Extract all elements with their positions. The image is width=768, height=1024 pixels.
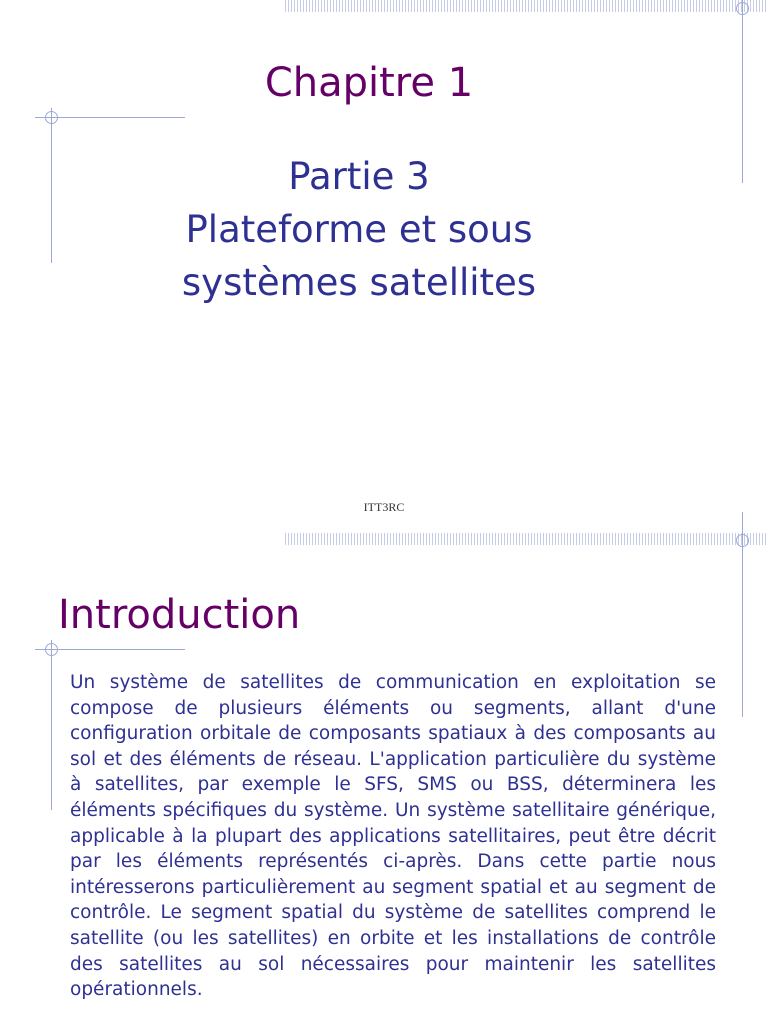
corner-circle-ornament bbox=[45, 111, 58, 124]
chapter-title: Chapitre 1 bbox=[264, 60, 474, 106]
header-stripes bbox=[285, 533, 768, 545]
corner-vertical-line bbox=[51, 640, 52, 810]
header-stripes bbox=[285, 0, 768, 12]
corner-circle-ornament bbox=[45, 643, 58, 656]
slide-title: Introduction bbox=[58, 592, 301, 638]
subtitle-line: Partie 3 bbox=[288, 155, 430, 198]
top-right-circle-ornament bbox=[736, 534, 749, 547]
top-right-circle-ornament bbox=[736, 2, 749, 15]
right-border-line bbox=[742, 0, 743, 183]
slide-footer: ITT3RC bbox=[363, 500, 405, 512]
subtitle-block bbox=[0, 150, 718, 309]
slide-introduction bbox=[0, 512, 768, 1024]
subtitle-line: systèmes satellites bbox=[181, 261, 537, 304]
subtitle-line: Plateforme et sous bbox=[185, 208, 533, 251]
body-paragraph: Un système de satellites de communication en exploitation se compose de plusieurs éléments ou segments, allant d'une configuration orbitale de composants spatiaux à des composants au sol et des éléments de réseau. L'application particulière du système à satellites, par exemple le SFS, SMS ou BSS, déterminera les éléments spécifiques du système. Un système satellitaire générique, applicable à la plupart des applications satellitaires, peut être décrit par les éléments représentés ci-après. Dans cette partie nous intéresserons particulièrement au segment spatial et au segment de contrôle. Le segment spatial du système de satellites comprend le satellite (ou les satellites) en orbite et les installations de contrôle des satellites au sol nécessaires pour maintenir les satellites opérationnels. bbox=[70, 672, 716, 1001]
